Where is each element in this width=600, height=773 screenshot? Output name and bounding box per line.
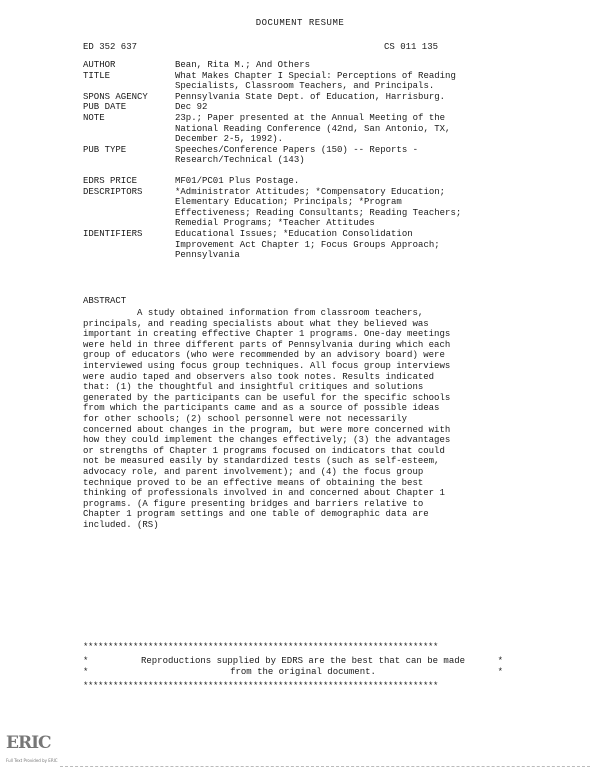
field-value: *Administrator Attitudes; *Compensatory Education; Elementary Education; Principals; *Program Effectiveness; Reading Consultants; Reading Teachers; Remedial Programs; *Teacher Attitudes	[175, 186, 462, 229]
field-value: Pennsylvania State Dept. of Education, Harrisburg.	[175, 91, 446, 102]
field-label: PUB DATE	[83, 102, 127, 113]
field-label: SPONS AGENCY	[83, 91, 148, 102]
scan-edge-rule	[60, 766, 590, 767]
star-mark: *	[497, 667, 503, 677]
field-label: AUTHOR	[83, 60, 116, 70]
star-mark: *	[83, 667, 89, 677]
field-label: DESCRIPTORS	[83, 186, 143, 197]
field-value: Dec 92	[175, 102, 208, 113]
eric-logo: ERIC	[6, 733, 51, 753]
cs-number: CS 011 135	[384, 42, 439, 52]
document-title: DOCUMENT RESUME	[255, 18, 345, 28]
field-author	[83, 60, 523, 71]
field-value: Bean, Rita M.; And Others	[175, 60, 311, 70]
field-label: EDRS PRICE	[83, 175, 138, 186]
field-descriptors	[83, 187, 523, 229]
field-value: Educational Issues; *Education Consolidation Improvement Act Chapter 1; Focus Groups Approach; Pennsylvania	[175, 228, 440, 261]
field-label: NOTE	[83, 112, 105, 123]
field-label: TITLE	[83, 70, 111, 81]
field-value: Speeches/Conference Papers (150) -- Reports - Research/Technical (143)	[175, 144, 419, 166]
notice-text: from the original document.	[230, 667, 376, 677]
field-label: PUB TYPE	[83, 144, 127, 155]
field-pub-date	[83, 102, 523, 113]
field-value: MF01/PC01 Plus Postage.	[175, 175, 300, 186]
field-identifiers	[83, 229, 523, 261]
notice-line-2	[83, 667, 503, 678]
ed-number: ED 352 637	[83, 42, 138, 52]
eric-logo-subtext: Full Text Provided by ERIC	[6, 758, 58, 763]
star-rule-top: ***********************************************************************	[83, 642, 439, 652]
abstract-heading: ABSTRACT	[83, 296, 127, 306]
star-mark: *	[83, 656, 89, 666]
star-rule-bottom: ***********************************************************************	[83, 681, 439, 691]
abstract-text: A study obtained information from classroom teachers, principals, and reading specialists about what they believed was important in creating effective Chapter 1 programs. One-day meetings were held in three different parts of Pennsylvania during which each group of educators (who were recommended by an advisory board) were interviewed using focus group techniques. All focus group interviews were audio taped and observers also took notes. Results indicated that: (1) the thoughtful and insightful critiques and solutions generated by the participants can be useful for the specific schools from which the participants came and as a source of possible ideas for other schools; (2) school personnel were not necessarily concerned about changes in the program, but were more concerned with how they could implement the changes effectively; (3) the advantages or strengths of Chapter 1 programs focused on indicators that could not be measured easily by standardized tests (such as self-esteem, advocacy role, and parent involvement); and (4) the focus group technique proved to be an effective means of obtaining the best thinking of professionals involved in and concerned about Chapter 1 programs. (A figure presenting bridges and barriers relative to Chapter 1 program settings and one table of demographic data are included. (RS)	[83, 308, 451, 530]
field-note	[83, 113, 523, 145]
star-mark: *	[497, 656, 503, 666]
field-value: What Makes Chapter I Special: Perceptions of Reading Specialists, Classroom Teachers, and Principals.	[175, 70, 456, 92]
field-pub-type	[83, 145, 523, 166]
field-label: IDENTIFIERS	[83, 228, 143, 239]
metadata-fields	[83, 60, 523, 261]
field-title	[83, 71, 523, 92]
field-value: 23p.; Paper presented at the Annual Meeting of the National Reading Conference (42nd, San Antonio, TX, December 2-5, 1992).	[175, 112, 451, 145]
notice-line-1	[83, 656, 503, 667]
field-edrs-price	[83, 176, 523, 187]
notice-text: Reproductions supplied by EDRS are the best that can be made	[140, 656, 466, 666]
field-spons-agency	[83, 92, 523, 103]
